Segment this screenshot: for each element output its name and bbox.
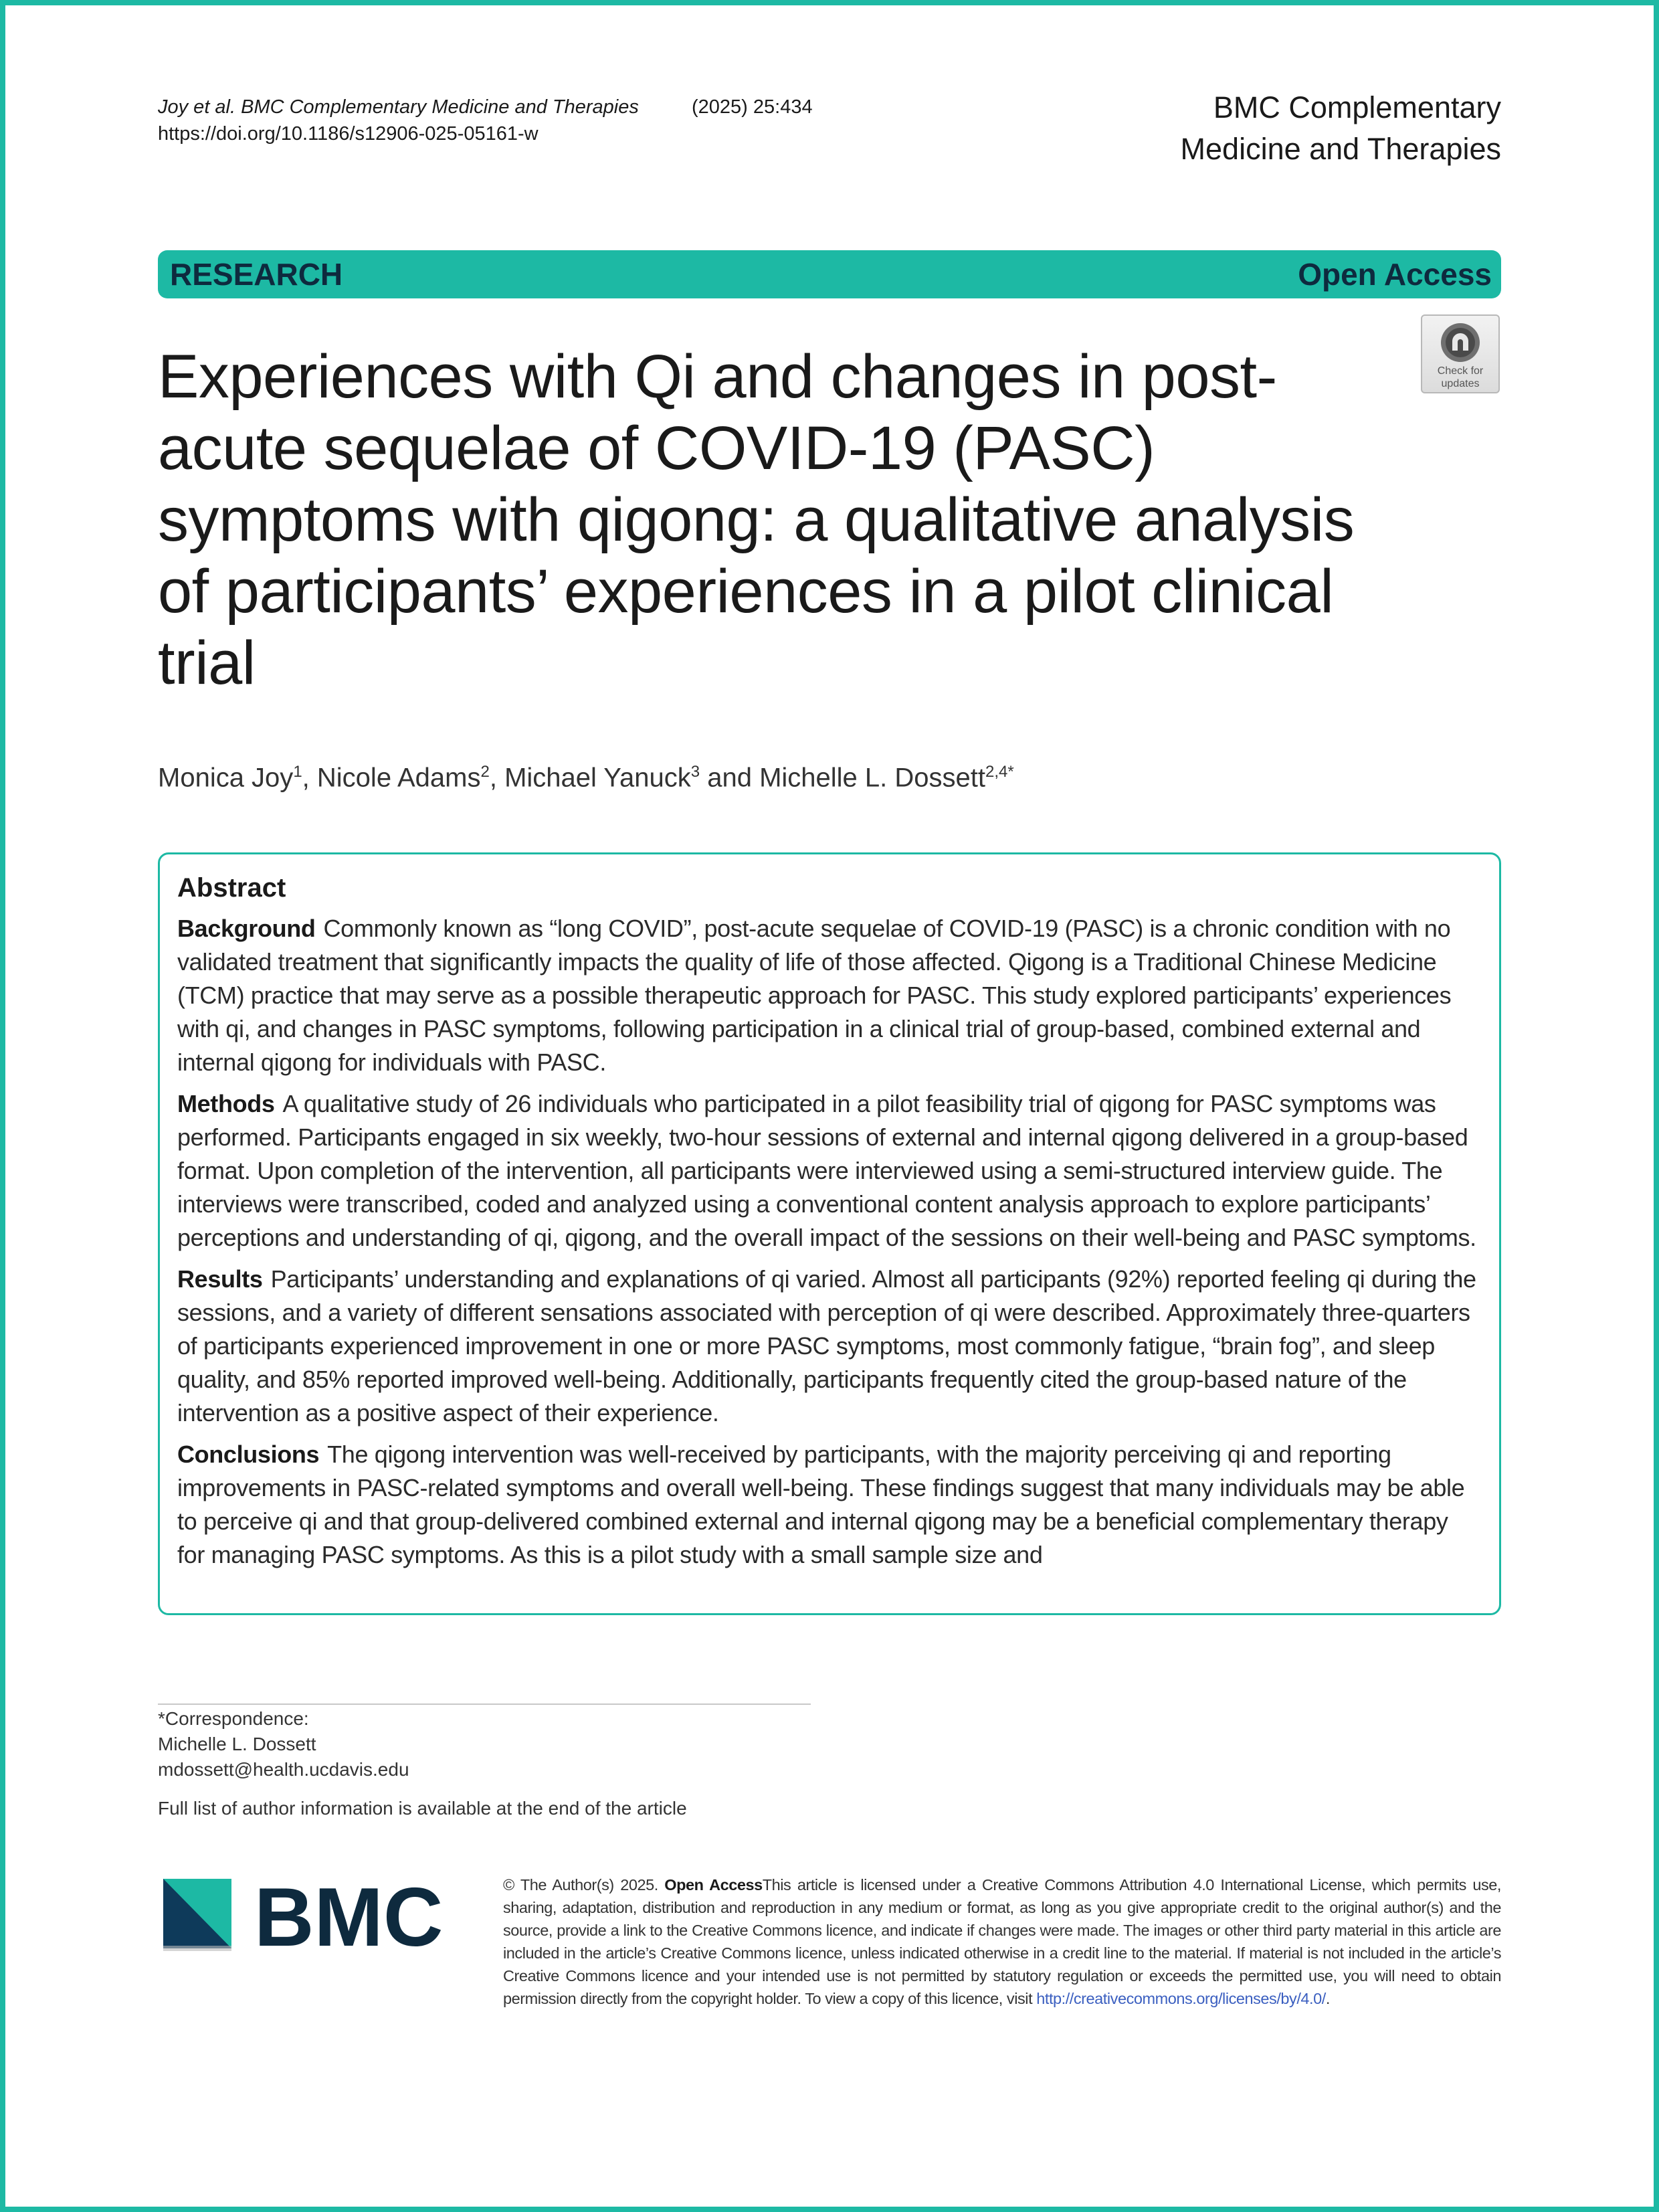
author-list — [158, 753, 1014, 796]
correspondence-name: Michelle L. Dossett — [158, 1734, 316, 1754]
journal-name-line2: Medicine and Therapies — [1180, 132, 1501, 166]
abstract-heading: Abstract — [177, 873, 286, 903]
license-link[interactable]: http://creativecommons.org/licenses/by/4.0/ — [1036, 1990, 1326, 2007]
article-type-label: RESEARCH — [170, 257, 343, 292]
abstract-section-text: Participants’ understanding and explanations of qi varied. Almost all participants (92%) reported feeling qi during the sessions, and a variety of different sensations associated with perception of qi were described. Approximately three-quarters of participants experienced improvement in one or more PASC symptoms, most commonly fatigue, “brain fog”, and sleep quality, and 85% reported improved well-being. Additionally, participants frequently cited the group-based nature of the intervention as a positive aspect of their experience. — [177, 1265, 1476, 1426]
author-info-note: Full list of author information is available at the end of the article — [158, 1798, 687, 1819]
abstract-section-text: A qualitative study of 26 individuals who participated in a pilot feasibility trial of qigong for PASC symptoms was performed. Participants engaged in six weekly, two-hour sessions of external and internal qigong delivered in a group-based format. Upon completion of the intervention, all participants were interviewed using a semi-structured interview guide. The interviews were transcribed, coded and analyzed using a conventional content analysis approach to explore participants’ perceptions and understanding of qi, qigong, and the overall impact of the sessions on their well-being and PASC symptoms. — [177, 1090, 1476, 1251]
abstract-methods — [177, 1087, 1482, 1255]
bmc-logo-mark — [163, 1879, 231, 1951]
abstract-section-label: Conclusions — [177, 1441, 320, 1468]
citation-year: (2025) 25:434 — [692, 96, 813, 118]
license-end: . — [1325, 1990, 1330, 2007]
abstract-section-label: Results — [177, 1265, 263, 1293]
license-open-access: Open Access — [664, 1876, 763, 1894]
author-name[interactable]: Michelle L. Dossett — [759, 763, 985, 793]
abstract-section-label: Methods — [177, 1090, 275, 1117]
author-separator: and — [700, 763, 760, 793]
license-copyright: © The Author(s) 2025. — [503, 1876, 658, 1894]
check-for-updates-line2: updates — [1441, 378, 1480, 389]
license-body: This article is licensed under a Creative Commons Attribution 4.0 International License, which permits use, sharing, adaptation, distribution and reproduction in any medium or format, as long as you give appropriate credit to the original author(s) and the source, provide a link to the Creative Commons licence, and indicate if changes were made. The images or other third party material in this article are included in the article’s Creative Commons licence, unless indicated otherwise in a credit line to the material. If material is not included in the article’s Creative Commons licence and your intended use is not permitted by statutory regulation or exceeds the permitted use, you will need to obtain permission directly from the copyright holder. To view a copy of this licence, visit — [503, 1876, 1501, 2007]
crossmark-icon — [1439, 321, 1482, 364]
author-affiliation-marker: 1 — [293, 763, 302, 781]
author-affiliation-marker: 3 — [690, 763, 700, 781]
citation-journal: Joy et al. BMC Complementary Medicine and Therapies — [158, 96, 639, 118]
abstract-section-label: Background — [177, 915, 316, 942]
check-for-updates-badge[interactable] — [1421, 314, 1500, 393]
abstract-conclusions — [177, 1438, 1482, 1572]
open-access-label: Open Access — [1298, 257, 1492, 292]
abstract-section-text: Commonly known as “long COVID”, post-acute sequelae of COVID-19 (PASC) is a chronic condition with no validated treatment that significantly impacts the quality of life of those affected. Qigong is a Traditional Chinese Medicine (TCM) practice that may serve as a possible therapeutic approach for PASC. This study explored participants’ experiences with qi, and changes in PASC symptoms, following participation in a clinical trial of group-based, combined external and internal qigong for individuals with PASC. — [177, 915, 1452, 1076]
abstract-box — [158, 852, 1501, 1615]
correspondence-email[interactable]: mdossett@health.ucdavis.edu — [158, 1759, 409, 1780]
author-name[interactable]: Michael Yanuck — [504, 763, 691, 793]
journal-name-line1: BMC Complementary — [1213, 90, 1501, 124]
article-type-banner — [158, 250, 1501, 298]
doi-link[interactable]: https://doi.org/10.1186/s12906-025-05161-w — [158, 123, 539, 145]
author-separator: , — [489, 763, 505, 793]
author-name[interactable]: Monica Joy — [158, 763, 294, 793]
citation-line — [158, 94, 813, 120]
license-statement — [503, 1873, 1501, 2010]
author-affiliation-marker: 2 — [480, 763, 490, 781]
abstract-background — [177, 912, 1482, 1079]
journal-name — [1033, 87, 1501, 170]
author-name[interactable]: Nicole Adams — [316, 763, 481, 793]
correspondence-label: *Correspondence: — [158, 1708, 309, 1729]
bmc-logo-text: BMC — [254, 1876, 444, 1952]
bmc-logo — [161, 1876, 468, 1952]
article-title: Experiences with Qi and changes in post-acute sequelae of COVID-19 (PASC) symptoms with qigong: a qualitative analysis of participants’ experiences in a pilot clinical trial — [158, 343, 1355, 697]
check-for-updates-line1: Check for — [1437, 365, 1484, 377]
author-affiliation-marker: 2,4* — [985, 763, 1014, 781]
footnote-divider — [158, 1703, 811, 1705]
abstract-results — [177, 1263, 1482, 1430]
abstract-section-text: The qigong intervention was well-received by participants, with the majority perceiving qi and reporting improvements in PASC-related symptoms and overall well-being. These findings suggest that many individuals may be able to perceive qi and that group-delivered combined external and internal qigong may be a beneficial complementary therapy for managing PASC symptoms. As this is a pilot study with a small sample size and — [177, 1441, 1465, 1568]
correspondence-block — [158, 1706, 409, 1782]
author-separator: , — [302, 763, 317, 793]
